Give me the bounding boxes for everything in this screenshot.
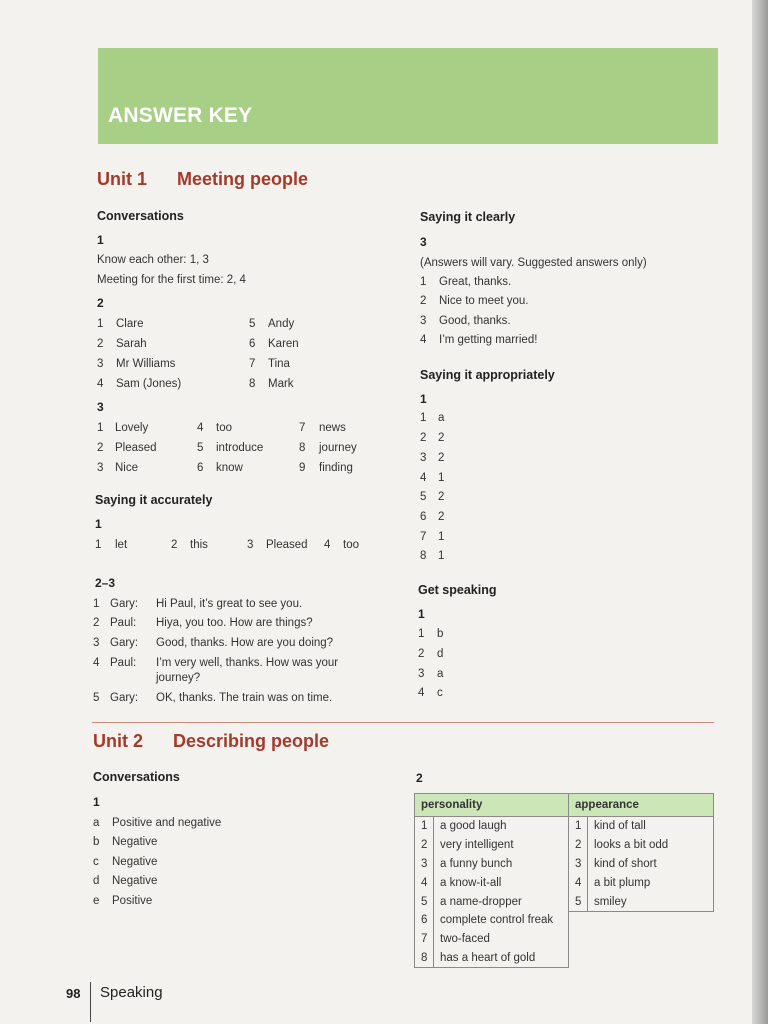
table-row: 3 a funny bunch — [415, 855, 569, 874]
table-row: 7 two-faced — [415, 930, 569, 949]
unit1-clearly-heading: Saying it clearly — [420, 210, 516, 224]
unit2-q2-number: 2 — [416, 771, 423, 785]
unit1-acc-q23-row: journey? — [156, 672, 201, 684]
unit1-acc-q1-number: 1 — [95, 517, 102, 531]
unit1-acc-q23-row: 1 Gary: Hi Paul, it’s great to see you. — [93, 598, 303, 610]
unit1-appr-q1-number: 1 — [420, 392, 427, 406]
unit2-conv-q1-row: c Negative — [93, 856, 158, 868]
unit1-conv-q1-line: Meeting for the first time: 2, 4 — [97, 274, 246, 286]
unit1-accurately-heading: Saying it accurately — [95, 493, 213, 507]
unit1-appr-q1-row: 3 2 — [420, 452, 445, 464]
unit2-number: Unit 2 — [93, 731, 144, 751]
table-row: 4 a bit plump — [569, 873, 714, 892]
footer-divider — [90, 982, 91, 1022]
unit1-acc-q1-row: 1 let 2 this 3 Pleased 4 too — [95, 539, 359, 551]
unit1-title: Meeting people — [177, 169, 309, 189]
unit2-heading — [93, 731, 329, 752]
table-row: 1 a good laugh — [415, 817, 569, 836]
appearance-table — [568, 793, 714, 912]
table-row: 8 has a heart of gold — [415, 949, 569, 968]
table-row: 6 complete control freak — [415, 911, 569, 930]
appearance-header: appearance — [569, 794, 714, 817]
unit2-conv-q1-row: b Negative — [93, 836, 158, 848]
page-number: 98 — [66, 986, 81, 1001]
unit2-conversations-heading: Conversations — [93, 770, 180, 784]
table-row: 1 kind of tall — [569, 817, 714, 836]
unit1-acc-q23-row: 5 Gary: OK, thanks. The train was on time. — [93, 692, 333, 704]
unit1-acc-q23-row: 2 Paul: Hiya, you too. How are things? — [93, 617, 313, 629]
unit1-conv-q3-row: 1 Lovely 4 too 7 news — [97, 422, 346, 434]
table-row: 3 kind of short — [569, 855, 714, 874]
unit1-clear-q3-row: 2 Nice to meet you. — [420, 295, 529, 307]
unit1-appr-q1-row: 4 1 — [420, 472, 445, 484]
unit1-conversations-heading: Conversations — [97, 209, 184, 223]
unit1-acc-q23-number: 2–3 — [95, 576, 116, 590]
table-row: 5 a name-dropper — [415, 892, 569, 911]
unit1-number: Unit 1 — [97, 169, 148, 189]
unit2-conv-q1-row: e Positive — [93, 895, 153, 907]
unit1-clear-q3-note: (Answers will vary. Suggested answers only) — [420, 257, 647, 269]
unit1-conv-q2-row: 4 Sam (Jones) 8 Mark — [97, 378, 294, 390]
unit1-acc-q23-row: 3 Gary: Good, thanks. How are you doing? — [93, 637, 334, 649]
unit1-clear-q3-number: 3 — [420, 235, 427, 249]
unit1-conv-q1-line: Know each other: 1, 3 — [97, 254, 209, 266]
answer-key-banner — [98, 48, 718, 144]
unit1-appr-q1-row: 1 a — [420, 412, 445, 424]
table-row: 4 a know-it-all — [415, 873, 569, 892]
unit1-conv-q2-row: 1 Clare 5 Andy — [97, 318, 295, 330]
banner-title: ANSWER KEY — [108, 104, 253, 127]
unit1-conv-q2-row: 2 Sarah 6 Karen — [97, 338, 299, 350]
unit1-clear-q3-row: 1 Great, thanks. — [420, 276, 512, 288]
unit2-title: Describing people — [173, 731, 330, 751]
table-row: 2 very intelligent — [415, 836, 569, 855]
unit1-appr-q1-row: 5 2 — [420, 491, 445, 503]
unit1-conv-q2-row: 3 Mr Williams 7 Tina — [97, 358, 290, 370]
unit1-conv-q2-number: 2 — [97, 296, 104, 310]
unit1-speak-q1-number: 1 — [418, 607, 425, 621]
unit2-conv-q1-row: d Negative — [93, 875, 158, 887]
table-row: 5 smiley — [569, 892, 714, 911]
unit1-speak-q1-row: 4 c — [418, 687, 443, 699]
unit1-speak-q1-row: 3 a — [418, 668, 444, 680]
unit-divider-line — [92, 722, 714, 723]
unit1-acc-q23-row: 4 Paul: I’m very well, thanks. How was your — [93, 657, 339, 669]
unit1-clear-q3-row: 4 I’m getting married! — [420, 334, 538, 346]
table-row: 2 looks a bit odd — [569, 836, 714, 855]
unit1-speak-q1-row: 1 b — [418, 628, 444, 640]
footer-section-title: Speaking — [100, 984, 163, 1001]
unit1-appr-q1-row: 8 1 — [420, 550, 445, 562]
unit2-conv-q1-number: 1 — [93, 795, 100, 809]
unit1-speak-q1-row: 2 d — [418, 648, 444, 660]
unit1-speaking-heading: Get speaking — [418, 583, 497, 597]
unit1-appropriately-heading: Saying it appropriately — [420, 368, 555, 382]
personality-table — [414, 793, 569, 968]
page-edge-shadow — [752, 0, 768, 1024]
unit2-conv-q1-row: a Positive and negative — [93, 817, 222, 829]
unit1-conv-q1-number: 1 — [97, 233, 104, 247]
unit1-conv-q3-row: 3 Nice 6 know 9 finding — [97, 462, 353, 474]
unit1-appr-q1-row: 2 2 — [420, 432, 445, 444]
unit1-conv-q3-row: 2 Pleased 5 introduce 8 journey — [97, 442, 357, 454]
unit1-appr-q1-row: 6 2 — [420, 511, 445, 523]
unit1-appr-q1-row: 7 1 — [420, 531, 445, 543]
personality-header: personality — [415, 794, 569, 817]
unit1-conv-q3-number: 3 — [97, 400, 104, 414]
unit1-heading — [97, 169, 308, 190]
unit1-clear-q3-row: 3 Good, thanks. — [420, 315, 511, 327]
